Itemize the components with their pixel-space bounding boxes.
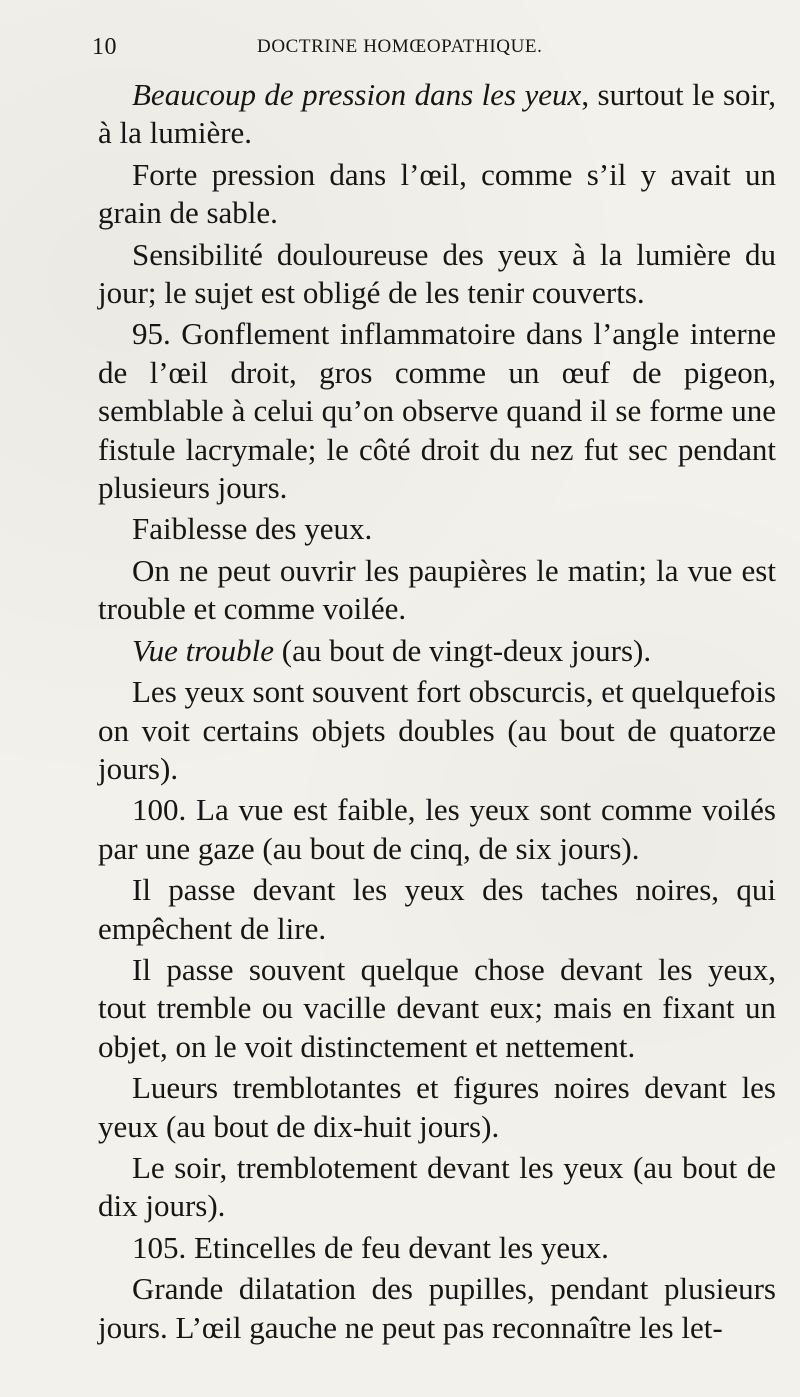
paragraph-15 bbox=[98, 1270, 776, 1347]
paragraph-text: Faiblesse des yeux. bbox=[132, 511, 373, 547]
italic-phrase: Vue trouble bbox=[132, 632, 275, 668]
paragraph-4 bbox=[98, 315, 776, 507]
paragraph-12 bbox=[98, 1069, 776, 1146]
paragraph-3 bbox=[98, 236, 776, 313]
paragraph-14 bbox=[98, 1229, 776, 1267]
page-header bbox=[92, 34, 712, 64]
paragraph-text: (au bout de vingt-deux jours). bbox=[274, 632, 652, 668]
paragraph-9 bbox=[98, 791, 776, 868]
paragraph-5 bbox=[98, 510, 776, 548]
paragraph-13 bbox=[98, 1149, 776, 1226]
paragraph-text: Le soir, tremblotement devant les yeux (au bout de dix jours). bbox=[98, 1149, 776, 1224]
paragraph-text: Il passe devant les yeux des taches noires, qui empêchent de lire. bbox=[98, 872, 776, 946]
paragraph-11 bbox=[98, 951, 776, 1066]
paragraph-text: On ne peut ouvrir les paupières le matin; la vue est trouble et comme voilée. bbox=[98, 552, 776, 627]
paragraph-text: 100. La vue est faible, les yeux sont comme voilés par une gaze (au bout de cinq, de six jours). bbox=[98, 792, 776, 866]
paragraph-7 bbox=[98, 632, 776, 670]
paragraph-2 bbox=[98, 156, 776, 233]
paragraph-text: Grande dilatation des pupilles, pendant plusieurs jours. L’œil gauche ne peut pas reconnaître les let- bbox=[98, 1271, 776, 1345]
paragraph-text: Lueurs tremblotantes et figures noires devant les yeux (au bout de dix-huit jours). bbox=[98, 1070, 776, 1144]
running-title: DOCTRINE HOMŒOPATHIQUE. bbox=[257, 36, 543, 57]
paragraph-text: Forte pression dans l’œil, comme s’il y avait un grain de sable. bbox=[98, 156, 776, 231]
paragraph-text: Sensibilité douloureuse des yeux à la lumière du jour; le sujet est obligé de les tenir couverts. bbox=[98, 236, 776, 311]
paragraph-text: 105. Etincelles de feu devant les yeux. bbox=[132, 1229, 609, 1265]
paragraph-1 bbox=[98, 76, 776, 153]
text-body bbox=[98, 76, 776, 1350]
paragraph-text: Il passe souvent quelque chose devant les yeux, tout tremble ou vacille devant eux; mais en fixant un objet, on le voit distinctement et nettement. bbox=[98, 951, 776, 1064]
paragraph-10 bbox=[98, 871, 776, 948]
italic-phrase: Beaucoup de pression dans les yeux bbox=[132, 77, 582, 112]
paragraph-text: , surtout le soir, à la lumière. bbox=[98, 77, 776, 151]
paragraph-8 bbox=[98, 673, 776, 788]
paragraph-text: 95. Gonflement inflammatoire dans l’angle interne de l’œil droit, gros comme un œuf de pigeon, semblable à celui qu’on observe quand il se forme une fistule lacrymale; le côté droit du nez fut sec pendant plusieurs jours. bbox=[98, 316, 776, 506]
paragraph-6 bbox=[98, 552, 776, 629]
page-number: 10 bbox=[92, 34, 117, 60]
paragraph-text: Les yeux sont souvent fort obscurcis, et quelquefois on voit certains objets doubles (au bout de quatorze jours). bbox=[98, 674, 776, 786]
